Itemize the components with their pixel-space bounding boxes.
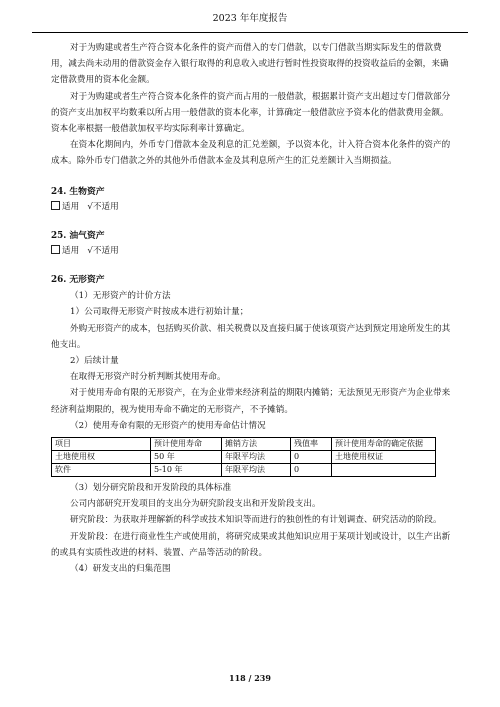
table-cell: 0: [291, 464, 332, 477]
subheading-rd-scope: （4）研发支出的归集范围: [70, 564, 171, 575]
paragraph-rd-split: 公司内部研究开发项目的支出分为研究阶段支出和开发阶段支出。: [70, 499, 321, 510]
paragraph-research-stage: 研究阶段：为获取并理解新的科学或技术知识等而进行的独创性的有计划调查、研究活动的阶段。: [70, 515, 442, 526]
page-number: 118 / 239: [229, 673, 271, 683]
useful-life-table: [51, 437, 436, 477]
table-header-cell: 残值率: [291, 438, 332, 451]
table-header-row: [52, 438, 436, 451]
table-cell: 0: [291, 451, 332, 464]
table-header-cell: 预计使用寿命: [151, 438, 222, 451]
option-applicable: 适用: [62, 246, 80, 257]
subheading-finite-life: （2）使用寿命有限的无形资产的使用寿命估计情况: [70, 420, 266, 431]
checkbox-icon: [51, 245, 60, 254]
table-row: [52, 451, 436, 464]
section-25-options: [51, 244, 451, 258]
table-header-cell: 项目: [52, 438, 151, 451]
subheading-valuation: （1）无形资产的计价方法: [70, 291, 171, 302]
subheading-research-development: （3）划分研究阶段和开发阶段的具体标准: [70, 483, 232, 494]
table-cell: [332, 464, 436, 477]
section-26-title: 26. 无形资产: [51, 275, 105, 286]
paragraph-useful-life: 在取得无形资产时分析判断其使用寿命。: [70, 372, 226, 383]
option-applicable: 适用: [62, 201, 80, 212]
table-row: [52, 464, 436, 477]
section-24-title: 24. 生物资产: [51, 186, 105, 197]
table-cell: 年限平均法: [222, 451, 291, 464]
table-cell: 50 年: [151, 451, 222, 464]
checkbox-icon: [51, 201, 60, 210]
table-cell: 土地使用权证: [332, 451, 436, 464]
table-cell: 5-10 年: [151, 464, 222, 477]
option-not-applicable: √不适用: [87, 246, 119, 257]
paragraph-exchange-difference: 在资本化期间内，外币专门借款本金及利息的汇兑差额，予以资本化，计入符合资本化条件的资产的成本。除外币专门借款之外的其他外币借款本金及其利息所产生的汇兑差额计入当期损益。: [51, 140, 451, 167]
table-header-cell: 摊销方法: [222, 438, 291, 451]
table-cell: 年限平均法: [222, 464, 291, 477]
table-cell: 软件: [52, 464, 151, 477]
table-cell: 土地使用权: [52, 451, 151, 464]
paragraph-general-borrowing: 对于为购建或者生产符合资本化条件的资产而占用的一般借款，根据累计资产支出超过专门借款部分的资产支出加权平均数乘以所占用一般借款的资本化率，计算确定一般借款应予资本化的借款费用金额。资本化率根据一般借款加权平均实际利率计算确定。: [51, 91, 451, 135]
item-subsequent-measurement: 2）后续计量: [70, 356, 119, 367]
page-header: 2023 年年度报告: [32, 6, 468, 33]
section-24-options: [51, 200, 451, 214]
section-25-title: 25. 油气资产: [51, 230, 105, 241]
item-initial-measurement: 1）公司取得无形资产时按成本进行初始计量；: [70, 307, 249, 318]
paragraph-purchase-cost: 外购无形资产的成本，包括购买价款、相关税费以及直接归属于使该项资产达到预定用途所发生的其他支出。: [51, 323, 451, 350]
option-not-applicable: √不适用: [87, 201, 119, 212]
paragraph-amortization: 对于使用寿命有限的无形资产，在为企业带来经济利益的期限内摊销；无法预见无形资产为企业带来经济利益期限的，视为使用寿命不确定的无形资产，不予摊销。: [51, 388, 451, 415]
table-header-cell: 预计使用寿命的确定依据: [332, 438, 436, 451]
paragraph-specific-borrowing: 对于为购建或者生产符合资本化条件的资产而借入的专门借款，以专门借款当期实际发生的借款费用，减去尚未动用的借款资金存入银行取得的利息收入或进行暂时性投资取得的投资收益后的金额，来确定借款费用的资本化金额。: [51, 43, 449, 86]
page-content: [51, 40, 451, 577]
paragraph-development-stage: 开发阶段：在进行商业性生产或使用前，将研究成果或其他知识应用于某项计划或设计，以生产出新的或具有实质性改进的材料、装置、产品等活动的阶段。: [51, 531, 451, 558]
